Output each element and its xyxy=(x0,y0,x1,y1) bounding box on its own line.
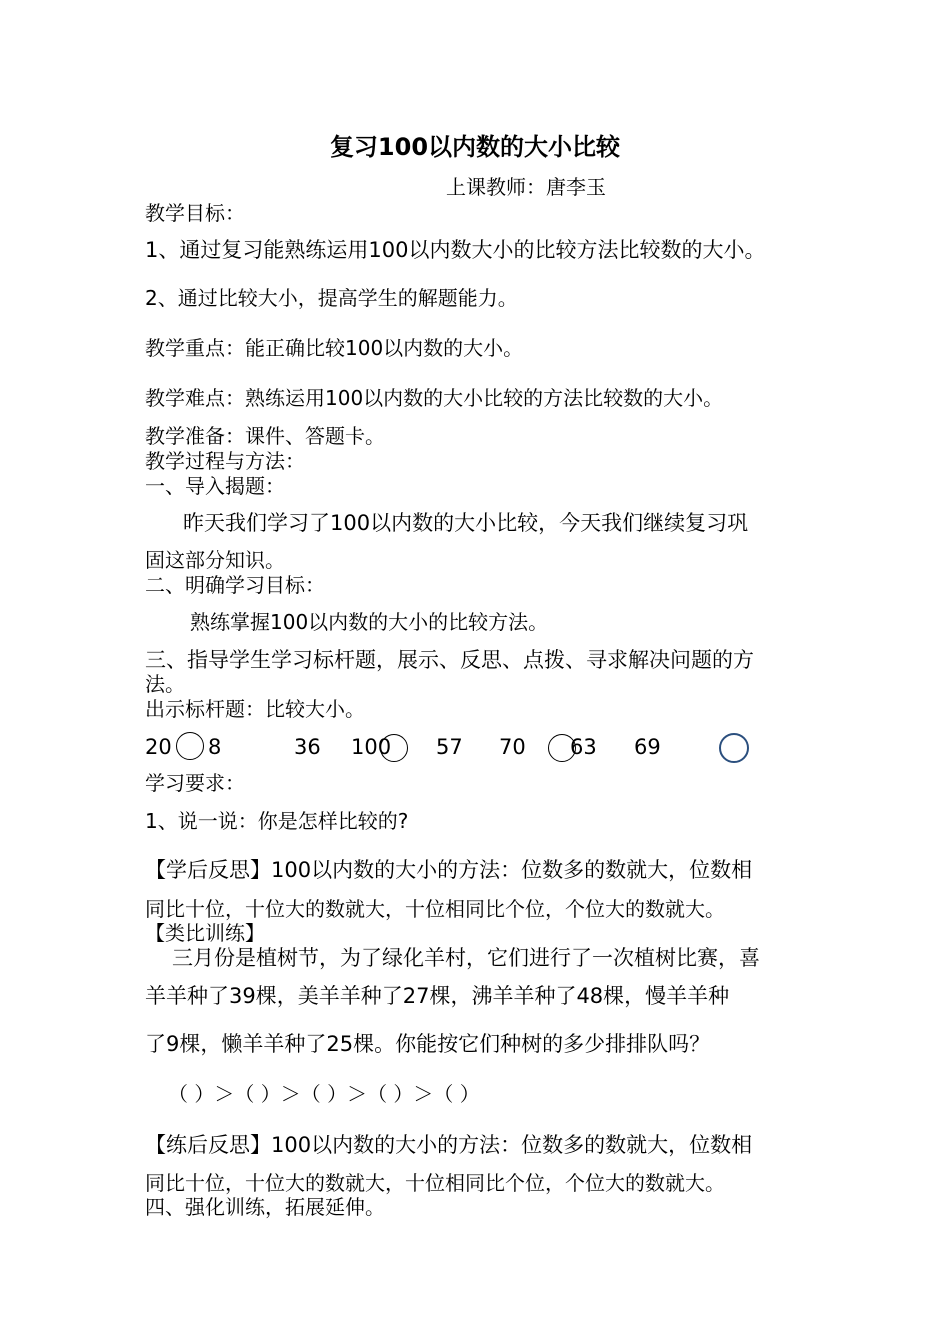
reflection-2-line-2: 同比十位，十位大的数就大，十位相同比个位，个位大的数就大。 xyxy=(145,1171,725,1195)
answer-circle[interactable] xyxy=(719,733,749,763)
step-1-heading: 一、导入揭题： xyxy=(145,474,285,498)
reflection-2-line-1: 【练后反思】100以内数的大小的方法：位数多的数就大，位数相 xyxy=(145,1133,753,1157)
step-1-line-1: 昨天我们学习了100以内数的大小比较，今天我们继续复习巩 xyxy=(183,511,749,535)
analogy-heading: 【类比训练】 xyxy=(145,921,265,945)
step-3-line-1: 三、指导学生学习标杆题，展示、反思、点拨、寻求解决问题的方 xyxy=(145,648,754,672)
step-4-heading: 四、强化训练，拓展延伸。 xyxy=(145,1195,385,1219)
goals-heading: 教学目标： xyxy=(145,201,245,225)
reflection-1-line-1: 【学后反思】100以内数的大小的方法：位数多的数就大，位数相 xyxy=(145,858,753,882)
analogy-line-3: 了9棵，懒羊羊种了25棵。你能按它们种树的多少排排队吗？ xyxy=(145,1032,711,1056)
reflection-1-line-2: 同比十位，十位大的数就大，十位相同比个位，个位大的数就大。 xyxy=(145,897,725,921)
preparation: 教学准备：课件、答题卡。 xyxy=(145,424,385,448)
compare-3-right: 70 xyxy=(499,735,526,759)
answer-circle[interactable] xyxy=(380,734,408,762)
benchmark-label: 出示标杆题：比较大小。 xyxy=(145,697,365,721)
compare-1-left: 20 xyxy=(145,735,172,759)
teacher-line: 上课教师：唐李玉 xyxy=(446,175,606,199)
requirement-1: 1、说一说：你是怎样比较的? xyxy=(145,809,409,833)
step-2-text: 熟练掌握100以内数的大小的比较方法。 xyxy=(190,610,549,634)
compare-1-right: 8 xyxy=(208,735,222,759)
compare-3-left: 57 xyxy=(436,735,463,759)
order-blanks[interactable]: （ ）＞（ ）＞（ ）＞（ ）＞（ ） xyxy=(168,1082,480,1106)
goal-1: 1、通过复习能熟练运用100以内数大小的比较方法比较数的大小。 xyxy=(145,238,766,262)
compare-2-left: 36 xyxy=(294,735,321,759)
key-point: 教学重点：能正确比较100以内数的大小。 xyxy=(145,336,524,360)
page-title: 复习100以内数的大小比较 xyxy=(329,133,621,161)
goal-2: 2、通过比较大小，提高学生的解题能力。 xyxy=(145,286,518,310)
step-1-line-2: 固这部分知识。 xyxy=(145,548,285,572)
step-3-line-2: 法。 xyxy=(145,672,185,696)
compare-4-right: 69 xyxy=(634,735,661,759)
difficulty: 教学难点：熟练运用100以内数的大小比较的方法比较数的大小。 xyxy=(145,386,724,410)
process-heading: 教学过程与方法： xyxy=(145,449,305,473)
analogy-line-2: 羊羊种了39棵，美羊羊种了27棵，沸羊羊种了48棵，慢羊羊种 xyxy=(145,984,730,1008)
analogy-line-1: 三月份是植树节，为了绿化羊村，它们进行了一次植树比赛，喜 xyxy=(172,946,760,970)
answer-circle[interactable] xyxy=(176,732,204,760)
compare-2-right: 100 xyxy=(351,735,392,759)
compare-4-left: 63 xyxy=(570,735,597,759)
requirements-heading: 学习要求： xyxy=(145,771,245,795)
step-2-heading: 二、明确学习目标： xyxy=(145,573,325,597)
